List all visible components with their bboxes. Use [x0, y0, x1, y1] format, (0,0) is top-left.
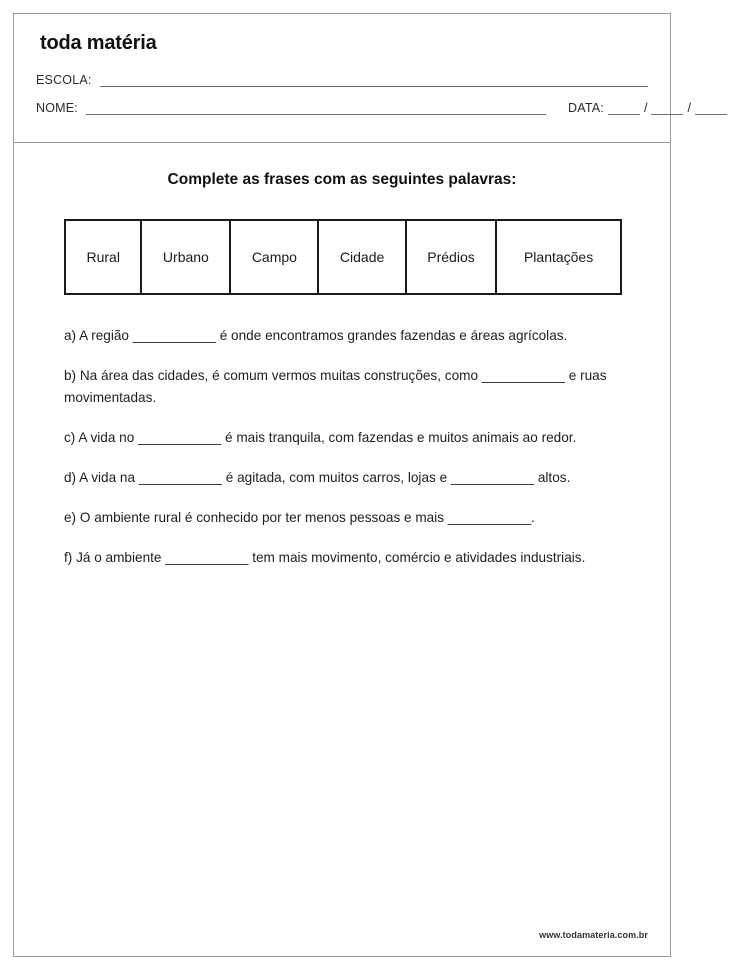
- word-bank-cell: Rural: [66, 221, 142, 293]
- word-bank-cell: Urbano: [142, 221, 231, 293]
- question-item: a) A região ___________ é onde encontramos grandes fazendas e áreas agrícolas.: [64, 328, 568, 343]
- escola-input-line[interactable]: [100, 75, 648, 87]
- word-bank-cell: Campo: [231, 221, 319, 293]
- data-day-input-line[interactable]: [608, 103, 640, 115]
- data-month-input-line[interactable]: [651, 103, 683, 115]
- questions-list: [64, 325, 634, 569]
- question-item: b) Na área das cidades, é comum vermos muitas construções, como ___________ e ruas movimentadas.: [64, 368, 607, 406]
- worksheet-page: [13, 13, 691, 957]
- data-separator-1: /: [643, 101, 648, 115]
- data-separator-2: /: [687, 101, 691, 115]
- worksheet-content: [14, 143, 670, 569]
- worksheet-header: [14, 14, 691, 143]
- question-item: d) A vida na ___________ é agitada, com muitos carros, lojas e ___________ altos.: [64, 470, 571, 486]
- page-title: Complete as frases com as seguintes palavras:: [167, 171, 517, 188]
- word-bank-cell: Cidade: [319, 221, 406, 293]
- question-item: f) Já o ambiente ___________ tem mais movimento, comércio e atividades industriais.: [64, 550, 586, 566]
- nome-label: NOME:: [36, 101, 78, 115]
- escola-label: ESCOLA:: [36, 73, 92, 87]
- footer-website-url: www.todamateria.com.br: [539, 930, 648, 940]
- question-item: e) O ambiente rural é conhecido por ter menos pessoas e mais ___________.: [64, 510, 535, 526]
- data-label: DATA:: [567, 101, 604, 115]
- nome-input-line[interactable]: [86, 103, 546, 115]
- nome-data-field-row: [36, 101, 691, 115]
- question-item: c) A vida no ___________ é mais tranquila, com fazendas e muitos animais ao redor.: [64, 430, 577, 446]
- word-bank-table: [64, 219, 622, 295]
- word-bank-cell: Plantações: [523, 249, 594, 265]
- escola-field-row: [36, 73, 648, 87]
- word-bank-cell: Prédios: [407, 221, 497, 293]
- brand-logo: toda matéria: [40, 32, 157, 54]
- data-year-input-line[interactable]: [695, 103, 727, 115]
- data-field-group: [568, 101, 731, 115]
